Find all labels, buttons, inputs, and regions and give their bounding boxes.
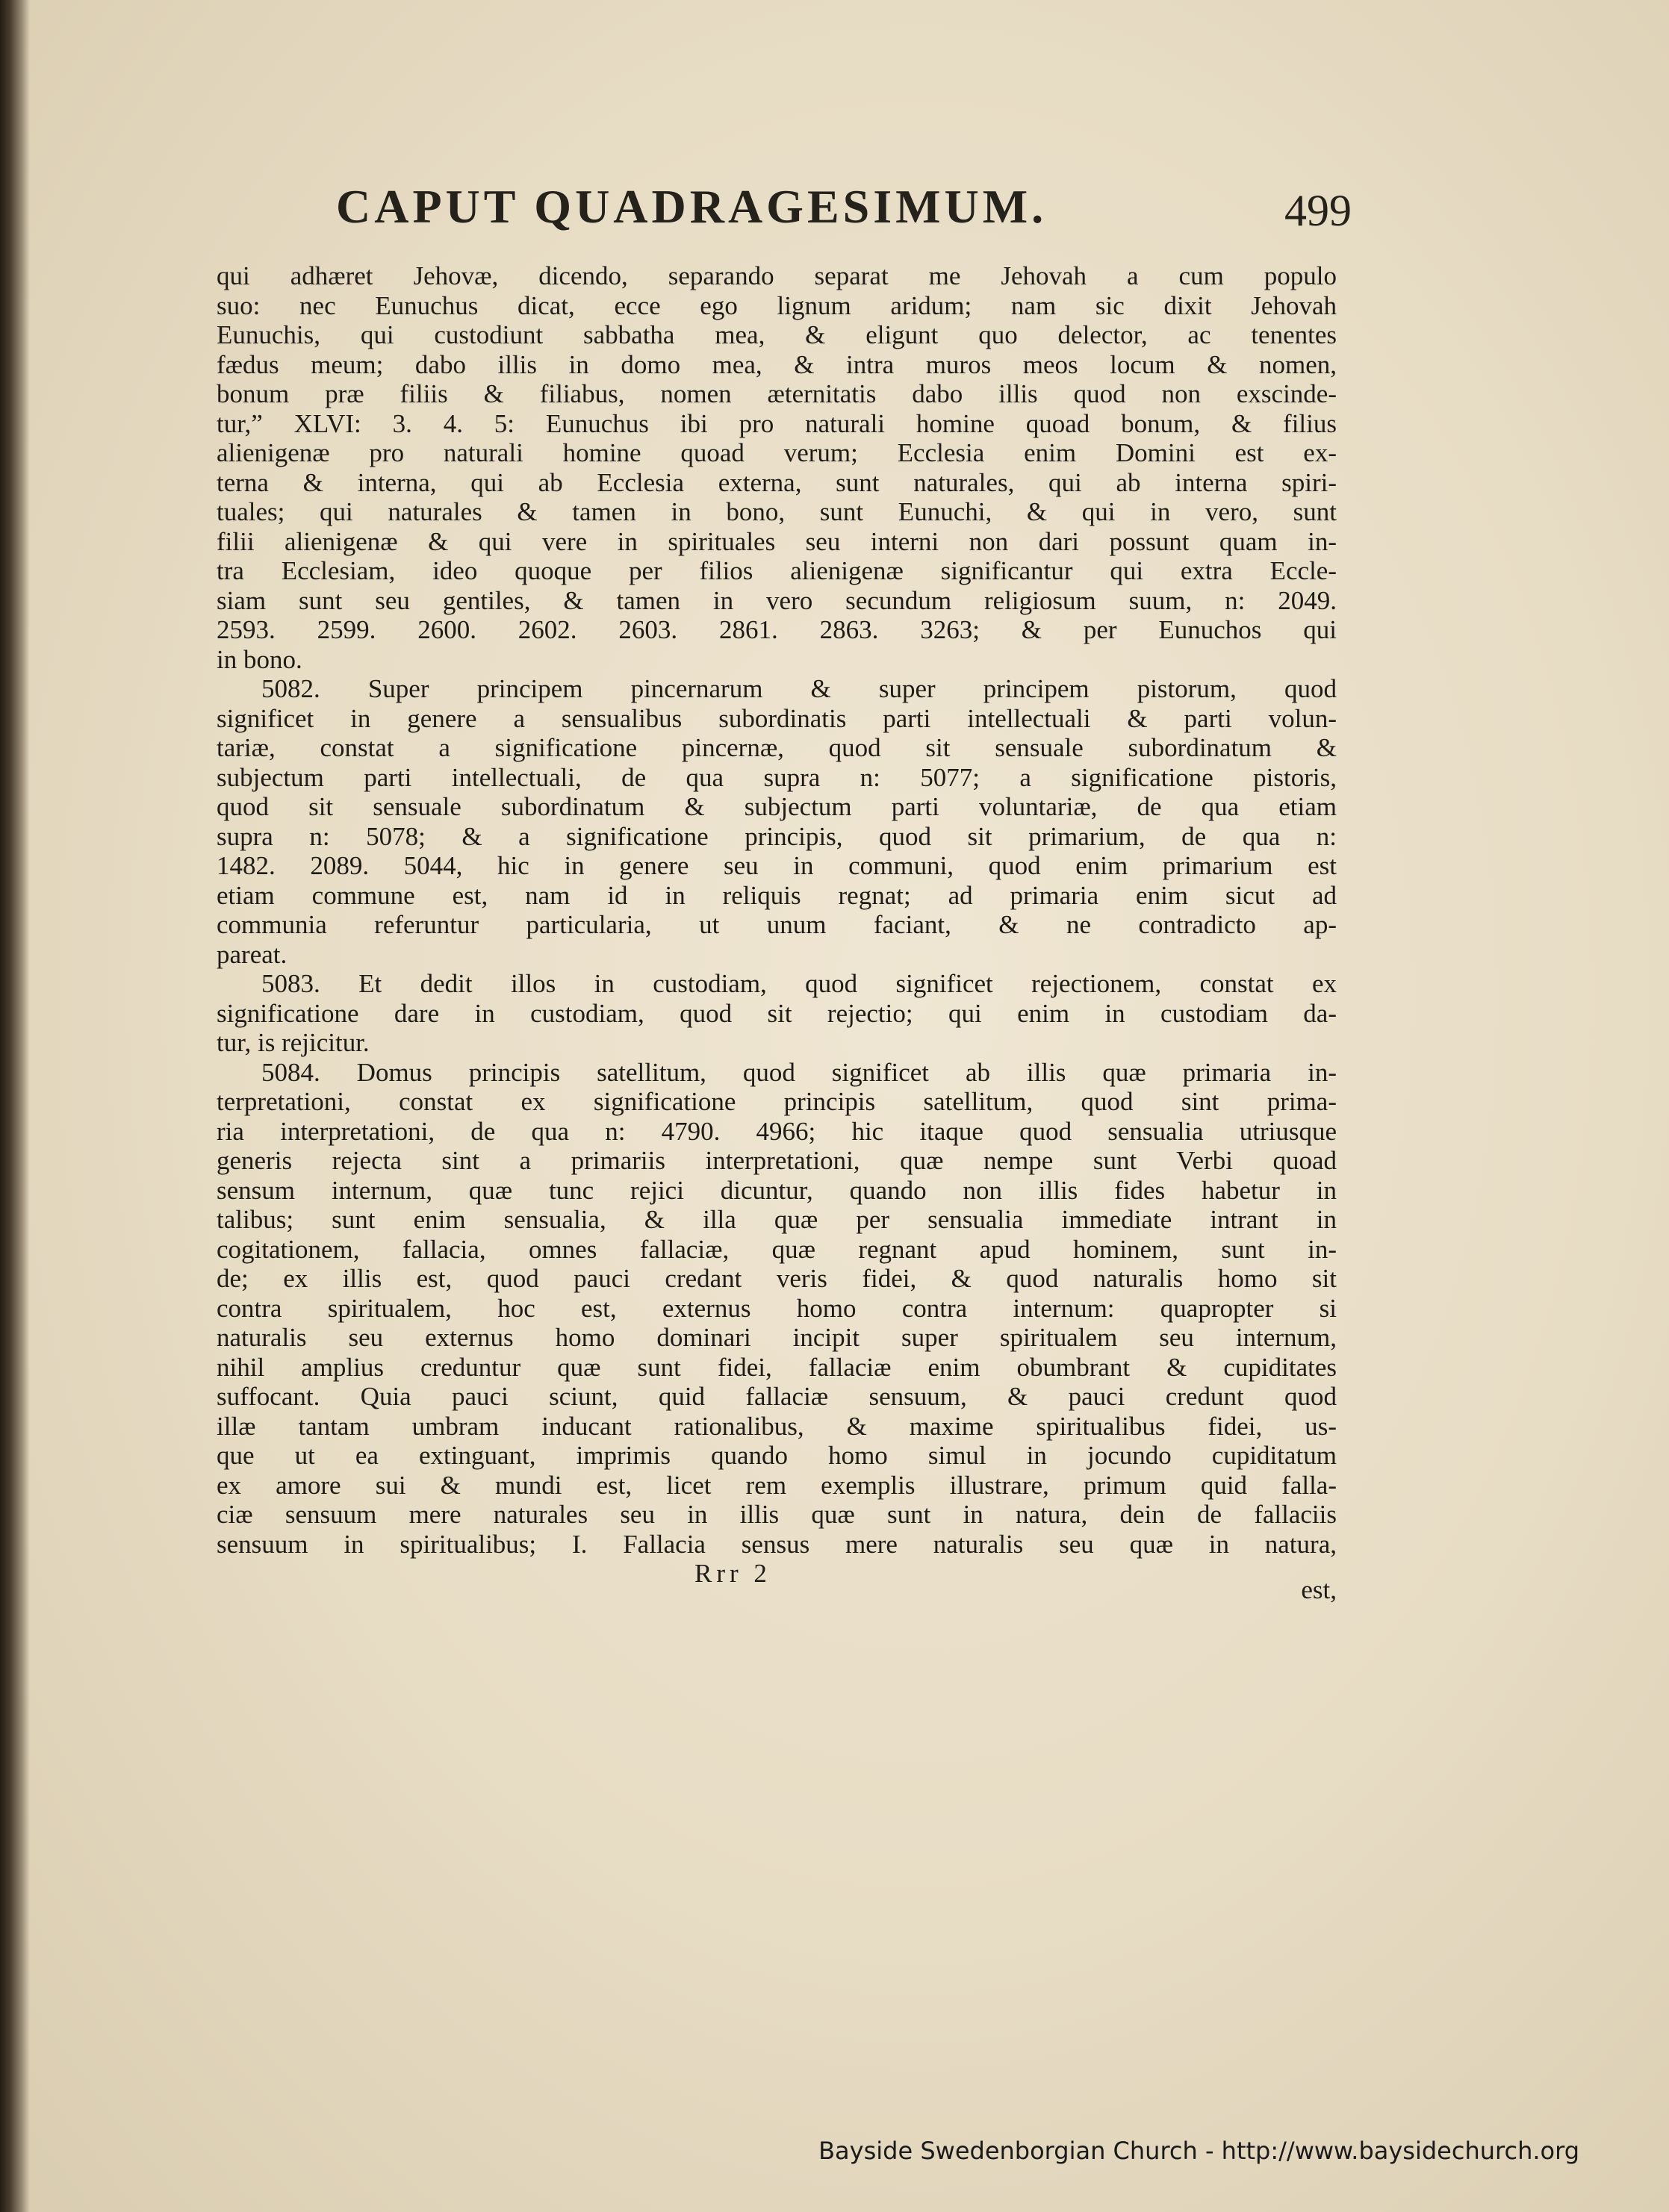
text-line: ria interpretationi, de qua n: 4790. 4966; hic itaque quod sensualia utriusque bbox=[217, 1116, 1337, 1146]
text-line: Eunuchis, qui custodiunt sabbatha mea, & eligunt quo delector, ac tenentes bbox=[217, 320, 1337, 349]
text-line: nihil amplius creduntur quæ sunt fidei, fallaciæ enim obumbrant & cupiditates bbox=[217, 1352, 1337, 1382]
text-line: supra n: 5078; & a significatione principis, quod sit primarium, de qua n: bbox=[217, 821, 1337, 851]
text-line: cogitationem, fallacia, omnes fallaciæ, quæ regnant apud hominem, sunt in- bbox=[217, 1234, 1337, 1264]
text-line: suffocant. Quia pauci sciunt, quid fallaciæ sensuum, & pauci credunt quod bbox=[217, 1382, 1337, 1411]
paragraph-5082-start: 5082. Super principem pincernarum & super principem pistorum, quod bbox=[261, 674, 1337, 703]
text-line: siam sunt seu gentiles, & tamen in vero secundum religiosum suum, n: 2049. bbox=[217, 585, 1337, 615]
text-line: tur,” XLVI: 3. 4. 5: Eunuchus ibi pro naturali homine quoad bonum, & filius bbox=[217, 408, 1337, 438]
text-line: subjectum parti intellectuali, de qua supra n: 5077; a significatione pistoris, bbox=[217, 762, 1337, 792]
text-line: naturalis seu externus homo dominari incipit super spiritualem seu internum, bbox=[217, 1323, 1337, 1352]
text-line: illæ tantam umbram inducant rationalibus, & maxime spiritualibus fidei, us- bbox=[217, 1411, 1337, 1441]
text-line: ciæ sensuum mere naturales seu in illis quæ sunt in natura, dein de fallaciis bbox=[217, 1500, 1337, 1529]
text-line: in bono. bbox=[217, 644, 302, 674]
text-line: tuales; qui naturales & tamen in bono, sunt Eunuchi, & qui in vero, sunt bbox=[217, 497, 1337, 526]
text-line: bonum præ filiis & filiabus, nomen æternitatis dabo illis quod non exscinde- bbox=[217, 379, 1337, 408]
paragraph-5084-start: 5084. Domus principis satellitum, quod significet ab illis quæ primaria in- bbox=[261, 1057, 1337, 1087]
text-line: terna & interna, qui ab Ecclesia externa, sunt naturales, qui ab interna spiri- bbox=[217, 467, 1337, 497]
text-line: alienigenæ pro naturali homine quoad verum; Ecclesia enim Domini est ex- bbox=[217, 438, 1337, 467]
text-line: sensum internum, quæ tunc rejici dicuntur, quando non illis fides habetur in bbox=[217, 1175, 1337, 1205]
text-line: quod sit sensuale subordinatum & subjectum parti voluntariæ, de qua etiam bbox=[217, 792, 1337, 821]
watermark-credit: Bayside Swedenborgian Church - http://www.baysidechurch.org bbox=[818, 2137, 1579, 2165]
book-spine-shadow bbox=[0, 0, 30, 2212]
text-line: sensuum in spiritualibus; I. Fallacia sensus mere naturalis seu quæ in natura, bbox=[217, 1529, 1337, 1559]
page-number: 499 bbox=[1284, 186, 1352, 235]
text-line: tariæ, constat a significatione pincernæ, quod sit sensuale subordinatum & bbox=[217, 733, 1337, 762]
text-line: communia referuntur particularia, ut unum faciant, & ne contradicto ap- bbox=[217, 910, 1337, 939]
text-line: generis rejecta sint a primariis interpretationi, quæ nempe sunt Verbi quoad bbox=[217, 1146, 1337, 1175]
text-line: filii alienigenæ & qui vere in spirituales seu interni non dari possunt quam in- bbox=[217, 526, 1337, 556]
text-line: significet in genere a sensualibus subordinatis parti intellectuali & parti volun- bbox=[217, 703, 1337, 733]
paragraph-5083-start: 5083. Et dedit illos in custodiam, quod significet rejectionem, constat ex bbox=[261, 969, 1337, 998]
catchword: est, bbox=[1301, 1575, 1337, 1604]
running-title: CAPUT QUADRAGESIMUM. bbox=[336, 180, 1048, 233]
text-line: de; ex illis est, quod pauci credant veris fidei, & quod naturalis homo sit bbox=[217, 1264, 1337, 1293]
text-line: contra spiritualem, hoc est, externus homo contra internum: quapropter si bbox=[217, 1293, 1337, 1323]
page-body bbox=[217, 179, 1352, 1604]
text-line: tra Ecclesiam, ideo quoque per filios alienigenæ significantur qui extra Eccle- bbox=[217, 556, 1337, 585]
text-line: suo: nec Eunuchus dicat, ecce ego lignum aridum; nam sic dixit Jehovah bbox=[217, 290, 1337, 320]
page-footer bbox=[217, 1559, 1337, 1604]
text-line: qui adhæret Jehovæ, dicendo, separando separat me Jehovah a cum populo bbox=[217, 261, 1337, 290]
text-line: 1482. 2089. 5044, hic in genere seu in communi, quod enim primarium est bbox=[217, 851, 1337, 880]
text-line: que ut ea extinguant, imprimis quando homo simul in jocundo cupiditatum bbox=[217, 1441, 1337, 1470]
main-text bbox=[217, 261, 1337, 1559]
text-line: talibus; sunt enim sensualia, & illa quæ per sensualia immediate intrant in bbox=[217, 1205, 1337, 1234]
text-line: ex amore sui & mundi est, licet rem exemplis illustrare, primum quid falla- bbox=[217, 1470, 1337, 1500]
text-line: 2593. 2599. 2600. 2602. 2603. 2861. 2863. 3263; & per Eunuchos qui bbox=[217, 615, 1337, 644]
page-header bbox=[217, 179, 1352, 261]
text-line: fædus meum; dabo illis in domo mea, & intra muros meos locum & nomen, bbox=[217, 349, 1337, 379]
text-line: significatione dare in custodiam, quod sit rejectio; qui enim in custodiam da- bbox=[217, 998, 1337, 1028]
text-line: pareat. bbox=[217, 939, 288, 969]
text-line: terpretationi, constat ex significatione principis satellitum, quod sint prima- bbox=[217, 1087, 1337, 1116]
text-line: tur, is rejicitur. bbox=[217, 1028, 370, 1057]
signature-mark: Rrr 2 bbox=[694, 1559, 771, 1588]
text-line: etiam commune est, nam id in reliquis regnat; ad primaria enim sicut ad bbox=[217, 880, 1337, 910]
